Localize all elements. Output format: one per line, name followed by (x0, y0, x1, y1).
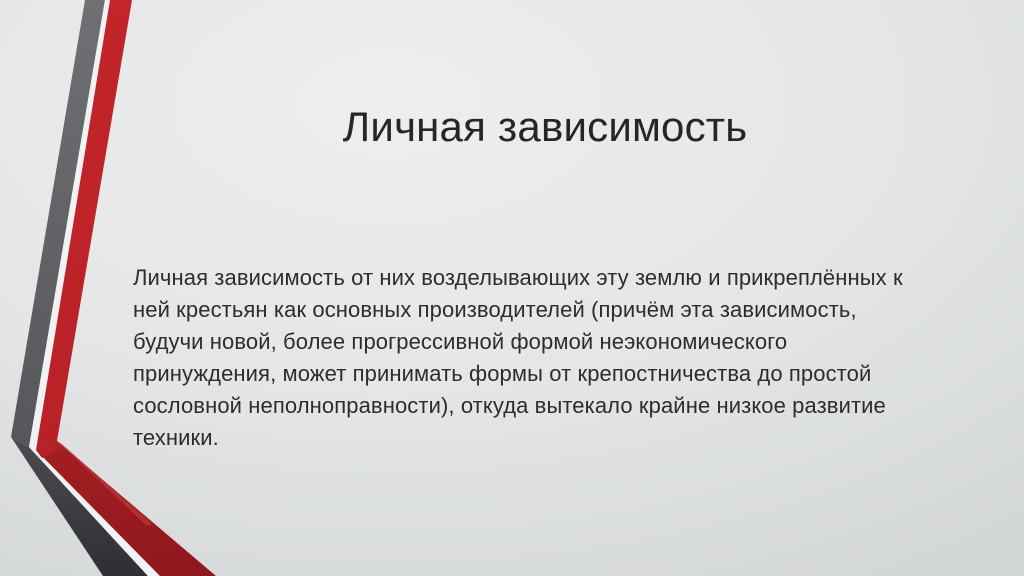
slide-body-text (133, 262, 965, 454)
body-line: Личная зависимость от них возделывающих эту землю и прикреплённых к (133, 265, 903, 290)
stripe-gap-upper (29, 0, 110, 450)
body-line: ней крестьян как основных производителей (причём эта зависимость, (133, 297, 857, 322)
body-line: принуждения, может принимать формы от крепостничества до простой (133, 361, 872, 386)
body-line: будучи новой, более прогрессивной формой неэкономического (133, 329, 788, 354)
body-line: сословной неполноправности), откуда вытекало крайне низкое развитие (133, 393, 886, 418)
slide-title: Личная зависимость (342, 103, 748, 150)
body-line: техники. (133, 425, 219, 450)
